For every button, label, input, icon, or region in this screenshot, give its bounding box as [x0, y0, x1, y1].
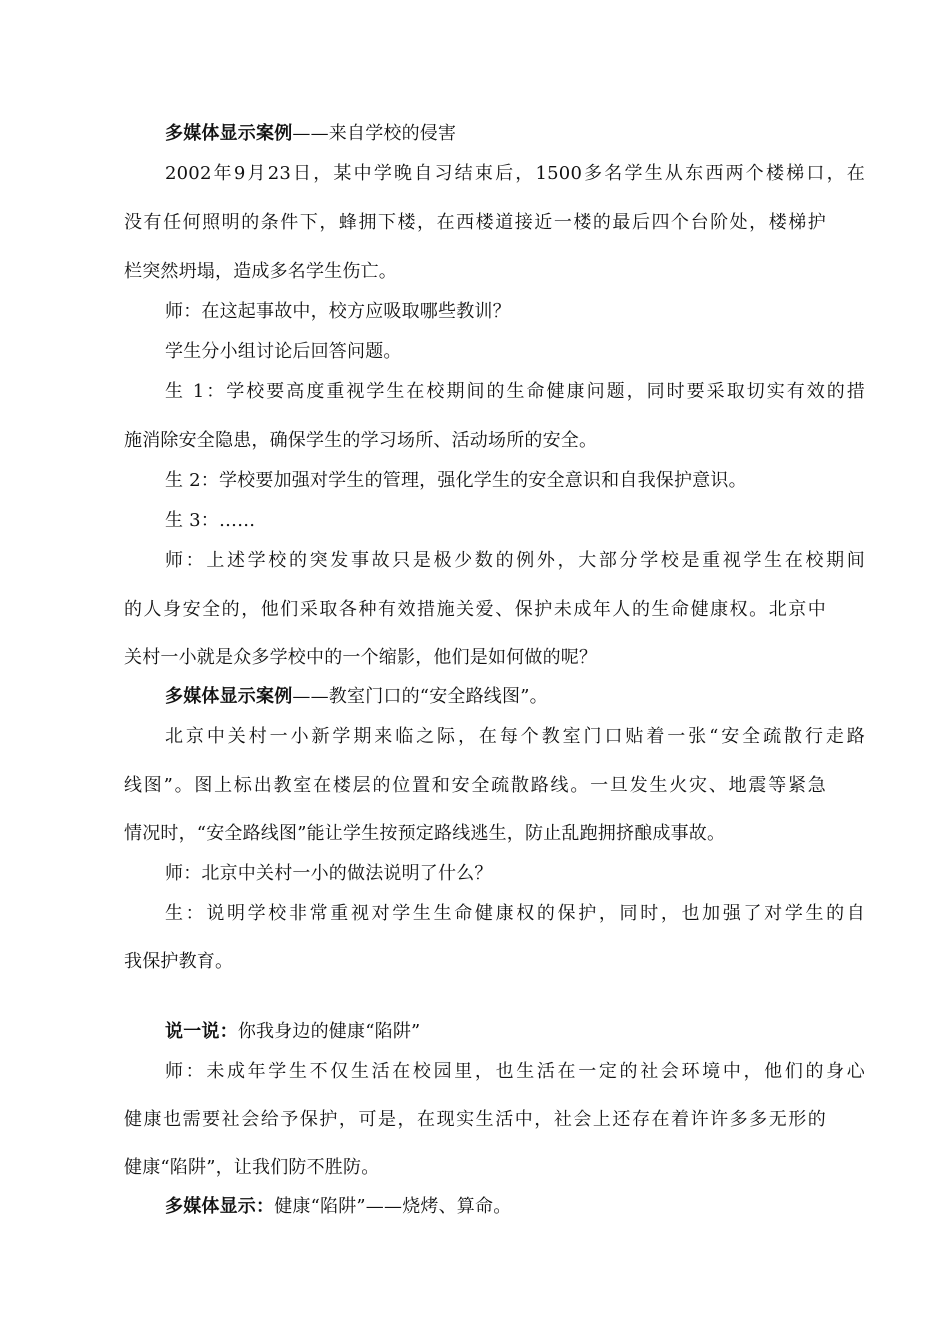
media-heading-title: 健康“陷阱”——烧烤、算命。 [274, 1196, 512, 1217]
media-heading-label: 多媒体显示： [165, 1196, 275, 1217]
teacher-paragraph-2-line-3: 健康“陷阱”，让我们防不胜防。 [124, 1157, 380, 1178]
case1-heading-label: 多媒体显示案例 [165, 123, 293, 144]
teacher-paragraph-1-line-3: 关村一小就是众多学校中的一个缩影，他们是如何做的呢？ [124, 647, 598, 668]
student-answer-line-1: 生：说明学校非常重视对学生生命健康权的保护，同时，也加强了对学生的自 [165, 903, 865, 924]
case1-line-2: 没有任何照明的条件下，蜂拥下楼，在西楼道接近一楼的最后四个台阶处，楼梯护 [124, 212, 826, 233]
teacher-question-1: 师：在这起事故中，校方应吸取哪些教训？ [165, 301, 511, 322]
say-heading-title: 你我身边的健康“陷阱” [237, 1021, 421, 1042]
teacher-paragraph-1-line-2: 的人身安全的，他们采取各种有效措施关爱、保护未成年人的生命健康权。北京中 [124, 599, 826, 620]
case2-line-1: 北京中关村一小新学期来临之际，在每个教室门口贴着一张“安全疏散行走路 [165, 726, 865, 747]
students-discussion: 学生分小组讨论后回答问题。 [165, 341, 402, 362]
case1-heading [165, 122, 456, 146]
student2-answer: 生 2：学校要加强对学生的管理，强化学生的安全意识和自我保护意识。 [165, 470, 747, 491]
teacher-question-2: 师：北京中关村一小的做法说明了什么？ [165, 863, 493, 884]
case2-heading-label: 多媒体显示案例 [165, 686, 293, 707]
teacher-paragraph-2-line-2: 健康也需要社会给予保护，可是，在现实生活中，社会上还存在着许许多多无形的 [124, 1109, 826, 1130]
say-heading [165, 1020, 420, 1044]
teacher-paragraph-1-line-1: 师：上述学校的突发事故只是极少数的例外，大部分学校是重视学生在校期间 [165, 550, 865, 571]
student1-line-2: 施消除安全隐患，确保学生的学习场所、活动场所的安全。 [124, 430, 598, 451]
case2-heading [165, 685, 548, 709]
case2-line-3: 情况时，“安全路线图”能让学生按预定路线逃生，防止乱跑拥挤酿成事故。 [124, 823, 726, 844]
say-heading-label: 说一说： [165, 1021, 238, 1042]
case1-line-3: 栏突然坍塌，造成多名学生伤亡。 [124, 261, 397, 282]
student-answer-line-2: 我保护教育。 [124, 951, 234, 972]
media-heading [165, 1195, 511, 1219]
student3-answer: 生 3：…… [165, 510, 256, 531]
case2-heading-title: ——教室门口的“安全路线图”。 [292, 686, 548, 707]
case1-line-1: 2002年9月23日，某中学晚自习结束后，1500多名学生从东西两个楼梯口，在 [165, 163, 865, 184]
student1-line-1: 生 1：学校要高度重视学生在校期间的生命健康问题，同时要采取切实有效的措 [165, 381, 865, 402]
case1-heading-title: ——来自学校的侵害 [292, 123, 457, 144]
case2-line-2: 线图”。图上标出教室在楼层的位置和安全疏散路线。一旦发生火灾、地震等紧急 [124, 775, 826, 796]
teacher-paragraph-2-line-1: 师：未成年学生不仅生活在校园里，也生活在一定的社会环境中，他们的身心 [165, 1061, 865, 1082]
